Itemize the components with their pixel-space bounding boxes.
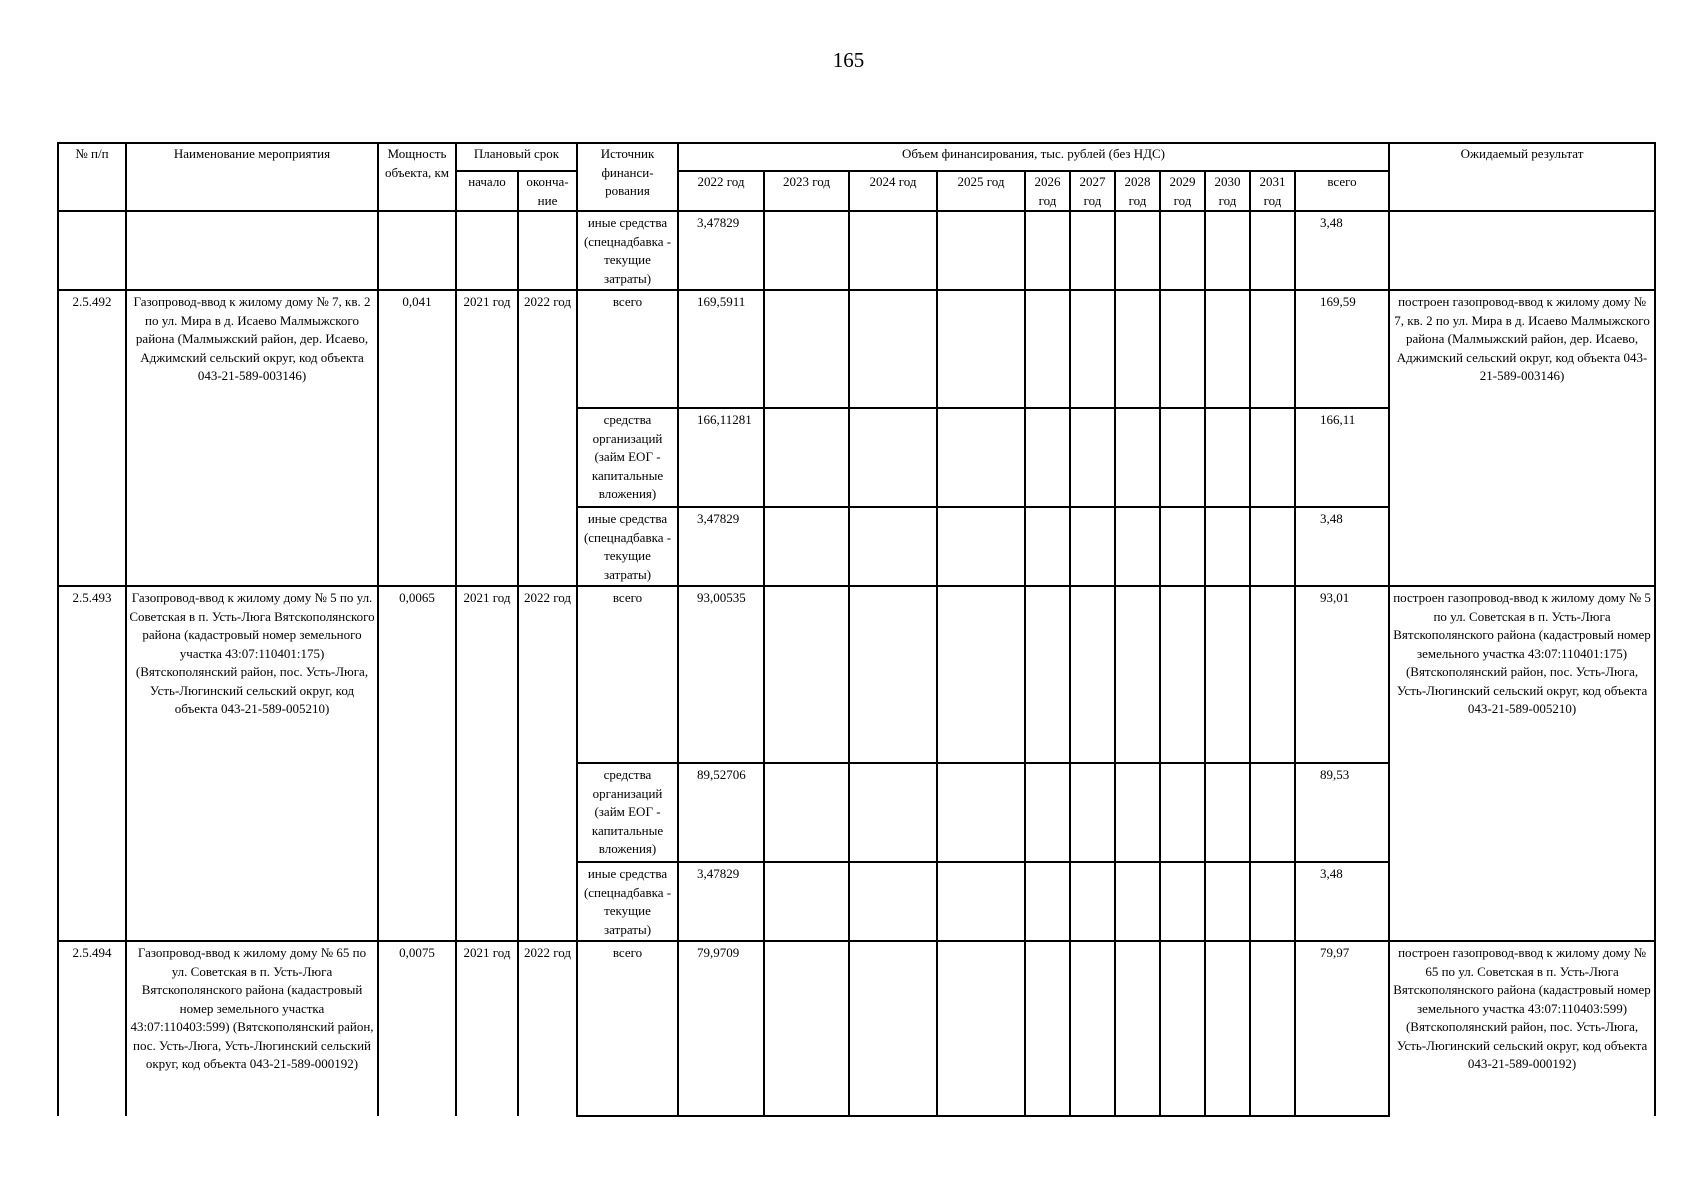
item-result: построен газопровод-ввод к жилому дому № 65 по ул. Советская в п. Усть-Люга Вятскополянского района (кадастровый номер земельного участка 43:07:110403:599) (Вятскополянский район, пос. Усть-Люга, Усть-Люгинский сельский округ, код объекта 043-21-589-000192) [1389,941,1655,1116]
item-name: Газопровод-ввод к жилому дому № 5 по ул. Советская в п. Усть-Люга Вятскополянского района (кадастровый номер земельного участка 43:07:110401:175) (Вятскополянский район, пос. Усть-Люга, Усть-Люгинский сельский округ, код объекта 043-21-589-005210) [126,586,378,941]
header-source: Источник финанси-рования [577,143,678,211]
source-cell: иные средства (спецнадбавка - текущие затраты) [577,507,678,586]
value-total: 79,97 [1295,941,1389,1116]
source-cell: всего [577,586,678,763]
header-year: 2027 год [1070,171,1115,211]
table-row [58,941,1655,1116]
table-row [58,586,1655,763]
item-capacity: 0,0065 [378,586,456,941]
value-total: 93,01 [1295,586,1389,763]
table-row [58,211,1655,290]
table-row [58,290,1655,408]
value-2022: 169,5911 [678,290,764,408]
value-total: 3,48 [1295,507,1389,586]
item-start: 2021 год [456,941,518,1116]
value-2022: 93,00535 [678,586,764,763]
header-year: 2029 год [1160,171,1205,211]
header-result: Ожидаемый результат [1389,143,1655,211]
source-cell: всего [577,290,678,408]
item-num: 2.5.492 [58,290,126,586]
source-cell: иные средства (спецнадбавка - текущие затраты) [577,862,678,941]
source-cell: всего [577,941,678,1116]
value-total: 89,53 [1295,763,1389,862]
header-year: 2028 год [1115,171,1160,211]
source-cell: средства организаций (займ ЕОГ - капитальные вложения) [577,408,678,507]
header-volume: Объем финансирования, тыс. рублей (без НДС) [678,143,1389,171]
item-start: 2021 год [456,290,518,586]
value-2022: 3,47829 [678,862,764,941]
source-cell: иные средства (спецнадбавка - текущие затраты) [577,211,678,290]
header-year: 2022 год [678,171,764,211]
item-end: 2022 год [518,586,577,941]
item-capacity: 0,0075 [378,941,456,1116]
value-2022: 3,47829 [678,507,764,586]
header-name: Наименование мероприятия [126,143,378,211]
page-number: 165 [832,48,865,72]
header-year: 2023 год [764,171,849,211]
source-cell: средства организаций (займ ЕОГ - капитальные вложения) [577,763,678,862]
header-year: 2025 год [937,171,1025,211]
header-year: 2030 год [1205,171,1250,211]
value-total: 3,48 [1295,211,1389,290]
header-start: начало [456,171,518,211]
item-name: Газопровод-ввод к жилому дому № 65 по ул. Советская в п. Усть-Люга Вятскополянского района (кадастровый номер земельного участка 43:07:110403:599) (Вятскополянский район, пос. Усть-Люга, Усть-Люгинский сельский округ, код объекта 043-21-589-000192) [126,941,378,1116]
header-year: 2024 год [849,171,937,211]
header-year: 2031 год [1250,171,1295,211]
value-total: 166,11 [1295,408,1389,507]
value-total: 169,59 [1295,290,1389,408]
item-num: 2.5.494 [58,941,126,1116]
item-result: построен газопровод-ввод к жилому дому № 5 по ул. Советская в п. Усть-Люга Вятскополянского района (кадастровый номер земельного участка 43:07:110401:175) (Вятскополянский район, пос. Усть-Люга, Усть-Люгинский сельский округ, код объекта 043-21-589-005210) [1389,586,1655,941]
value-total: 3,48 [1295,862,1389,941]
item-end: 2022 год [518,941,577,1116]
value-2022: 89,52706 [678,763,764,862]
value-2022: 166,11281 [678,408,764,507]
header-term: Плановый срок [456,143,577,171]
item-end: 2022 год [518,290,577,586]
header-capacity: Мощность объекта, км [378,143,456,211]
value-2022: 79,9709 [678,941,764,1116]
header-num: № п/п [58,143,126,211]
value-2022: 3,47829 [678,211,764,290]
header-end: оконча-ние [518,171,577,211]
financing-table [57,142,1656,1117]
item-result: построен газопровод-ввод к жилому дому № 7, кв. 2 по ул. Мира в д. Исаево Малмыжского района (Малмыжский район, дер. Исаево, Аджимский сельский округ, код объекта 043-21-589-003146) [1389,290,1655,586]
item-start: 2021 год [456,586,518,941]
header-total: всего [1295,171,1389,211]
item-num: 2.5.493 [58,586,126,941]
header-year: 2026 год [1025,171,1070,211]
item-name: Газопровод-ввод к жилому дому № 7, кв. 2 по ул. Мира в д. Исаево Малмыжского района (Малмыжский район, дер. Исаево, Аджимский сельский округ, код объекта 043-21-589-003146) [126,290,378,586]
item-capacity: 0,041 [378,290,456,586]
